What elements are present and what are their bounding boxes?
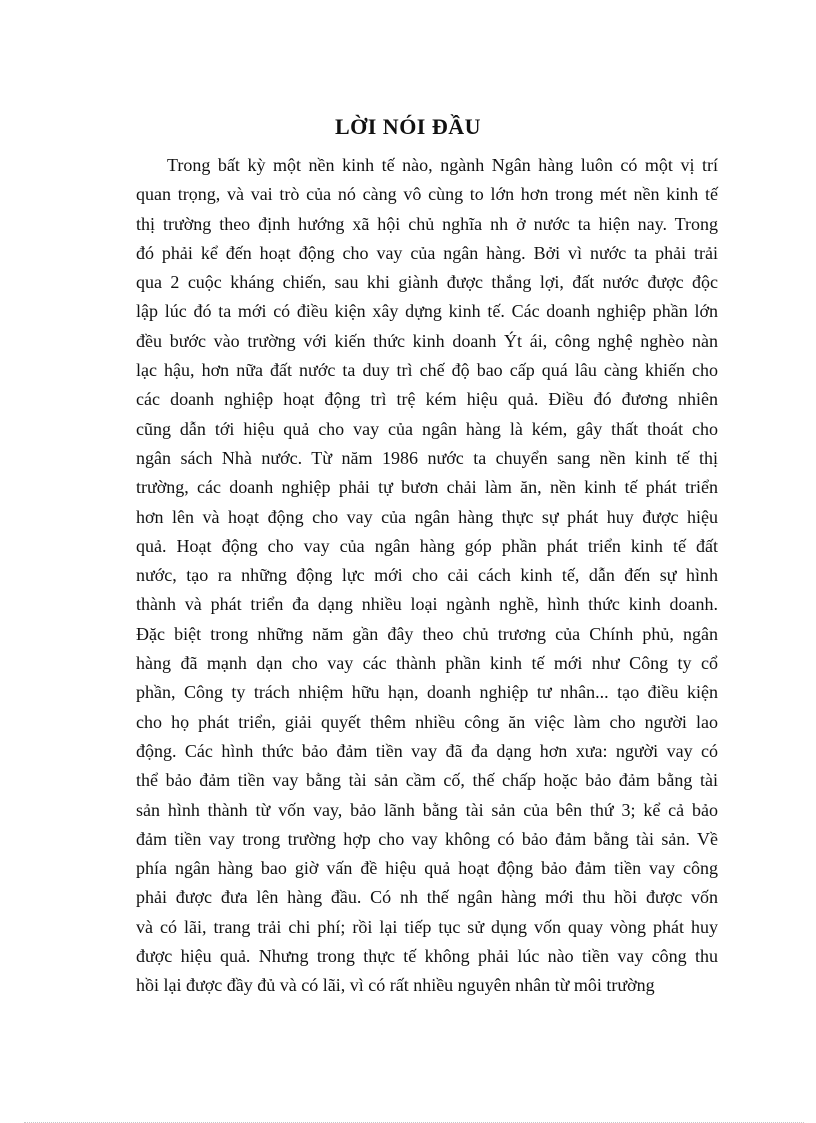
paragraph-line: Trong bất kỳ một nền kinh tế nào, ngành Ngân hàng luôn có một vị trí [167, 155, 718, 175]
paragraph-line: lập lúc đó ta mới có điều kiện xây dựng kinh tế. Các doanh nghiệp phần lớn [136, 301, 718, 322]
paragraph-line: thị trường theo định hướng xã hội chủ nghĩa nh ở nước ta hiện nay. Trong [136, 213, 718, 234]
paragraph-line: phần, Công ty trách nhiệm hữu hạn, doanh nghiệp tư nhân... tạo điều kiện [136, 682, 718, 703]
paragraph-line: cũng dẫn tới hiệu quả cho vay của ngân hàng là kém, gây thất thoát cho [136, 418, 718, 439]
paragraph-line: hơn lên và hoạt động cho vay của ngân hàng thực sự phát huy được hiệu [136, 506, 718, 527]
paragraph-line: đảm tiền vay trong trường hợp cho vay không có bảo đảm bằng tài sản. Về [136, 828, 718, 849]
paragraph-line: đều bước vào trường với kiến thức kinh doanh Ýt ái, công nghệ nghèo nàn [136, 330, 718, 351]
paragraph-line: sản hình thành từ vốn vay, bảo lãnh bằng tài sản của bên thứ 3; kể cả bảo [136, 799, 718, 820]
paragraph-line: phía ngân hàng bao giờ vấn đề hiệu quả hoạt động bảo đảm tiền vay công [136, 858, 718, 879]
page-title: LỜI NÓI ĐẦU [334, 114, 482, 139]
paragraph-line: hồi lại được đầy đủ và có lãi, vì có rất nhiều nguyên nhân từ môi trường [136, 975, 655, 996]
paragraph-line: Đặc biệt trong những năm gần đây theo chủ trương của Chính phủ, ngân [136, 623, 718, 644]
paragraph-line: ngân sách Nhà nước. Từ năm 1986 nước ta chuyển sang nền kinh tế thị [136, 447, 718, 468]
paragraph-line: hàng đã mạnh dạn cho vay các thành phần kinh tế mới như Công ty cổ [136, 653, 718, 674]
paragraph-line: và có lãi, trang trải chi phí; rồi lại tiếp tục sử dụng vốn quay vòng phát huy [136, 916, 718, 937]
body-text [136, 151, 718, 1001]
paragraph-line: phải được đưa lên hàng đầu. Có nh thế ngân hàng mới thu hồi được vốn [136, 887, 718, 908]
paragraph-line: động. Các hình thức bảo đảm tiền vay đã đa dạng hơn xưa: người vay có [136, 740, 718, 761]
paragraph-line: thể bảo đảm tiền vay bằng tài sản cầm cố, thế chấp hoặc bảo đảm bằng tài [136, 770, 718, 791]
paragraph-line: quan trọng, và vai trò của nó càng vô cùng to lớn hơn trong mét nền kinh tế [136, 184, 718, 205]
paragraph-line: trường, các doanh nghiệp phải tự bươn chải làm ăn, nền kinh tế phát triển [136, 477, 718, 498]
paragraph-line: cho họ phát triển, giải quyết thêm nhiều công ăn việc làm cho người lao [136, 711, 718, 732]
paragraph-line: được hiệu quả. Nhưng trong thực tế không phải lúc nào tiền vay công thu [136, 946, 718, 967]
paragraph-line: quả. Hoạt động cho vay của ngân hàng góp phần phát triển kinh tế đất [136, 535, 718, 556]
paragraph-line: qua 2 cuộc kháng chiến, sau khi giành được thắng lợi, đất nước được độc [136, 272, 718, 293]
paragraph-line: lạc hậu, hơn nữa đất nước ta duy trì chế độ bao cấp quá lâu càng khiến cho [136, 360, 718, 381]
paragraph-line: đó phải kể đến hoạt động cho vay của ngân hàng. Bởi vì nước ta phải trải [136, 242, 718, 263]
paragraph-line: thành và phát triển đa dạng nhiều loại ngành nghề, hình thức kinh doanh. [136, 594, 718, 615]
paragraph-line: các doanh nghiệp hoạt động trì trệ kém hiệu quả. Điều đó đương nhiên [136, 389, 718, 410]
paragraph-line: nước, tạo ra những động lực mới cho cải cách kinh tế, dẫn đến sự hình [136, 565, 718, 586]
